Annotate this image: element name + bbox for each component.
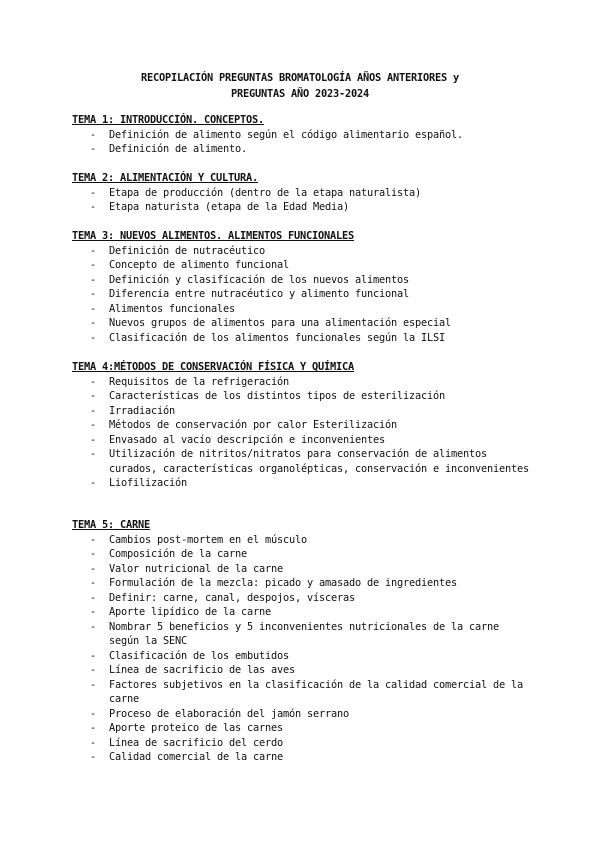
list-item-text: Etapa naturista (etapa de la Edad Media) [109, 201, 349, 213]
list-item [72, 663, 532, 678]
section-item-list [72, 128, 532, 157]
bullet-dash: - [90, 259, 96, 271]
bullet-dash: - [90, 548, 96, 560]
list-item-text: Nuevos grupos de alimentos para una alimentación especial [109, 317, 451, 329]
bullet-dash: - [90, 477, 96, 489]
list-item-text: Definición de alimento. [109, 143, 247, 155]
section-item-list [72, 375, 532, 491]
list-item-text: Aporte proteico de las carnes [109, 722, 283, 734]
list-item [72, 736, 532, 751]
bullet-dash: - [90, 288, 96, 300]
bullet-dash: - [90, 664, 96, 676]
section-title: : INTRODUCCIÓN. CONCEPTOS. [108, 114, 264, 126]
list-item [72, 186, 532, 201]
bullet-dash: - [90, 143, 96, 155]
section-tema-2 [72, 171, 532, 215]
list-item [72, 404, 532, 419]
list-item-text: Línea de sacrificio de las aves [109, 664, 295, 676]
bullet-dash: - [90, 244, 96, 257]
bullet-dash: - [90, 577, 96, 589]
section-item-list [72, 186, 532, 215]
section-heading [72, 171, 532, 186]
list-item-text: Clasificación de los embutidos [109, 649, 289, 662]
bullet-dash: - [90, 722, 96, 734]
list-item [72, 620, 532, 649]
list-item [72, 750, 532, 765]
section-label: TEMA 1 [72, 114, 108, 126]
bullet-dash: - [90, 678, 96, 691]
section-heading [72, 113, 532, 128]
bullet-dash: - [90, 751, 96, 763]
list-item-text: Calidad comercial de la carne [109, 751, 283, 763]
bullet-dash: - [90, 606, 96, 618]
section-title: : NUEVOS ALIMENTOS. ALIMENTOS FUNCIONALES [108, 230, 354, 242]
section-heading [72, 518, 532, 533]
list-item-text: Etapa de producción (dentro de la etapa naturalista) [109, 186, 421, 199]
list-item [72, 273, 532, 288]
list-item-text: Clasificación de los alimentos funcionales según la ILSI [109, 331, 445, 344]
list-item [72, 375, 532, 390]
list-item-text: Línea de sacrificio del cerdo [109, 736, 283, 749]
section-title: :MÉTODOS DE CONSERVACIÓN FÍSICA Y QUÍMICA [108, 361, 354, 373]
list-item-text: Irradiación [109, 404, 175, 417]
list-item-text: Definición de alimento según el código alimentario español. [109, 128, 463, 141]
list-item-text: Valor nutricional de la carne [109, 562, 283, 575]
list-item-text: Cambios post-mortem en el músculo [109, 533, 307, 546]
section-tema-1 [72, 113, 532, 157]
list-item [72, 142, 532, 157]
list-item-text: Definición y clasificación de los nuevos alimentos [109, 273, 409, 286]
list-item [72, 649, 532, 664]
list-item [72, 562, 532, 577]
section-item-list [72, 244, 532, 346]
bullet-dash: - [90, 331, 96, 344]
list-item-text: Aporte lipídico de la carne [109, 606, 271, 618]
list-item [72, 244, 532, 259]
list-item-text: Utilización de nitritos/nitratos para conservación de alimentos curados, características organolépticas, conservación e inconvenientes [109, 448, 529, 475]
bullet-dash: - [90, 302, 96, 315]
bullet-dash: - [90, 448, 96, 460]
bullet-dash: - [90, 201, 96, 213]
title-line-1: RECOPILACIÓN PREGUNTAS BROMATOLOGÍA AÑOS ANTERIORES y [141, 72, 459, 84]
section-heading [72, 229, 532, 244]
list-item [72, 447, 532, 476]
list-item [72, 721, 532, 736]
list-item [72, 287, 532, 302]
section-title: : ALIMENTACIÓN Y CULTURA. [108, 172, 258, 184]
list-item [72, 433, 532, 448]
list-item [72, 476, 532, 491]
list-item [72, 591, 532, 606]
bullet-dash: - [90, 390, 96, 402]
list-item-text: Envasado al vacío descripción e inconvenientes [109, 433, 385, 446]
list-item [72, 258, 532, 273]
list-item [72, 533, 532, 548]
section-label: TEMA 4 [72, 361, 108, 373]
document-title [60, 70, 540, 102]
list-item-text: Formulación de la mezcla: picado y amasado de ingredientes [109, 577, 457, 589]
list-item-text: Liofilización [109, 477, 187, 489]
title-line-2: PREGUNTAS AÑO 2023-2024 [231, 88, 369, 100]
bullet-dash: - [90, 375, 96, 388]
list-item-text: Definición de nutracéutico [109, 244, 265, 257]
section-heading [72, 360, 532, 375]
list-item-text: Definir: carne, canal, despojos, vísceras [109, 591, 355, 604]
list-item [72, 128, 532, 143]
bullet-dash: - [90, 186, 96, 199]
section-item-list [72, 533, 532, 765]
list-item [72, 200, 532, 215]
bullet-dash: - [90, 433, 96, 446]
list-item [72, 389, 532, 404]
bullet-dash: - [90, 562, 96, 575]
bullet-dash: - [90, 128, 96, 141]
section-label: TEMA 3 [72, 230, 108, 242]
bullet-dash: - [90, 317, 96, 329]
bullet-dash: - [90, 591, 96, 604]
section-title: : CARNE [108, 519, 150, 531]
list-item-text: Composición de la carne [109, 548, 247, 560]
section-label: TEMA 5 [72, 519, 108, 531]
bullet-dash: - [90, 736, 96, 749]
bullet-dash: - [90, 419, 96, 431]
section-tema-5 [72, 518, 532, 765]
list-item-text: Diferencia entre nutracéutico y alimento funcional [109, 288, 409, 300]
list-item [72, 331, 532, 346]
list-item [72, 605, 532, 620]
list-item [72, 302, 532, 317]
list-item [72, 547, 532, 562]
list-item-text: Factores subjetivos en la clasificación de la calidad comercial de la carne [109, 678, 523, 705]
list-item-text: Nombrar 5 beneficios y 5 inconvenientes nutricionales de la carne según la SENC [109, 620, 499, 647]
section-tema-4 [72, 360, 532, 491]
list-item [72, 418, 532, 433]
section-tema-3 [72, 229, 532, 345]
list-item [72, 707, 532, 722]
list-item [72, 576, 532, 591]
list-item [72, 316, 532, 331]
bullet-dash: - [90, 649, 96, 662]
list-item-text: Características de los distintos tipos de esterilización [109, 390, 445, 402]
bullet-dash: - [90, 620, 96, 633]
bullet-dash: - [90, 273, 96, 286]
list-item-text: Requisitos de la refrigeración [109, 375, 289, 388]
bullet-dash: - [90, 707, 96, 720]
list-item-text: Concepto de alimento funcional [109, 259, 289, 271]
bullet-dash: - [90, 533, 96, 546]
list-item-text: Alimentos funcionales [109, 302, 235, 315]
list-item-text: Métodos de conservación por calor Esterilización [109, 419, 397, 431]
list-item-text: Proceso de elaboración del jamón serrano [109, 707, 349, 720]
bullet-dash: - [90, 404, 96, 417]
section-label: TEMA 2 [72, 172, 108, 184]
list-item [72, 678, 532, 707]
